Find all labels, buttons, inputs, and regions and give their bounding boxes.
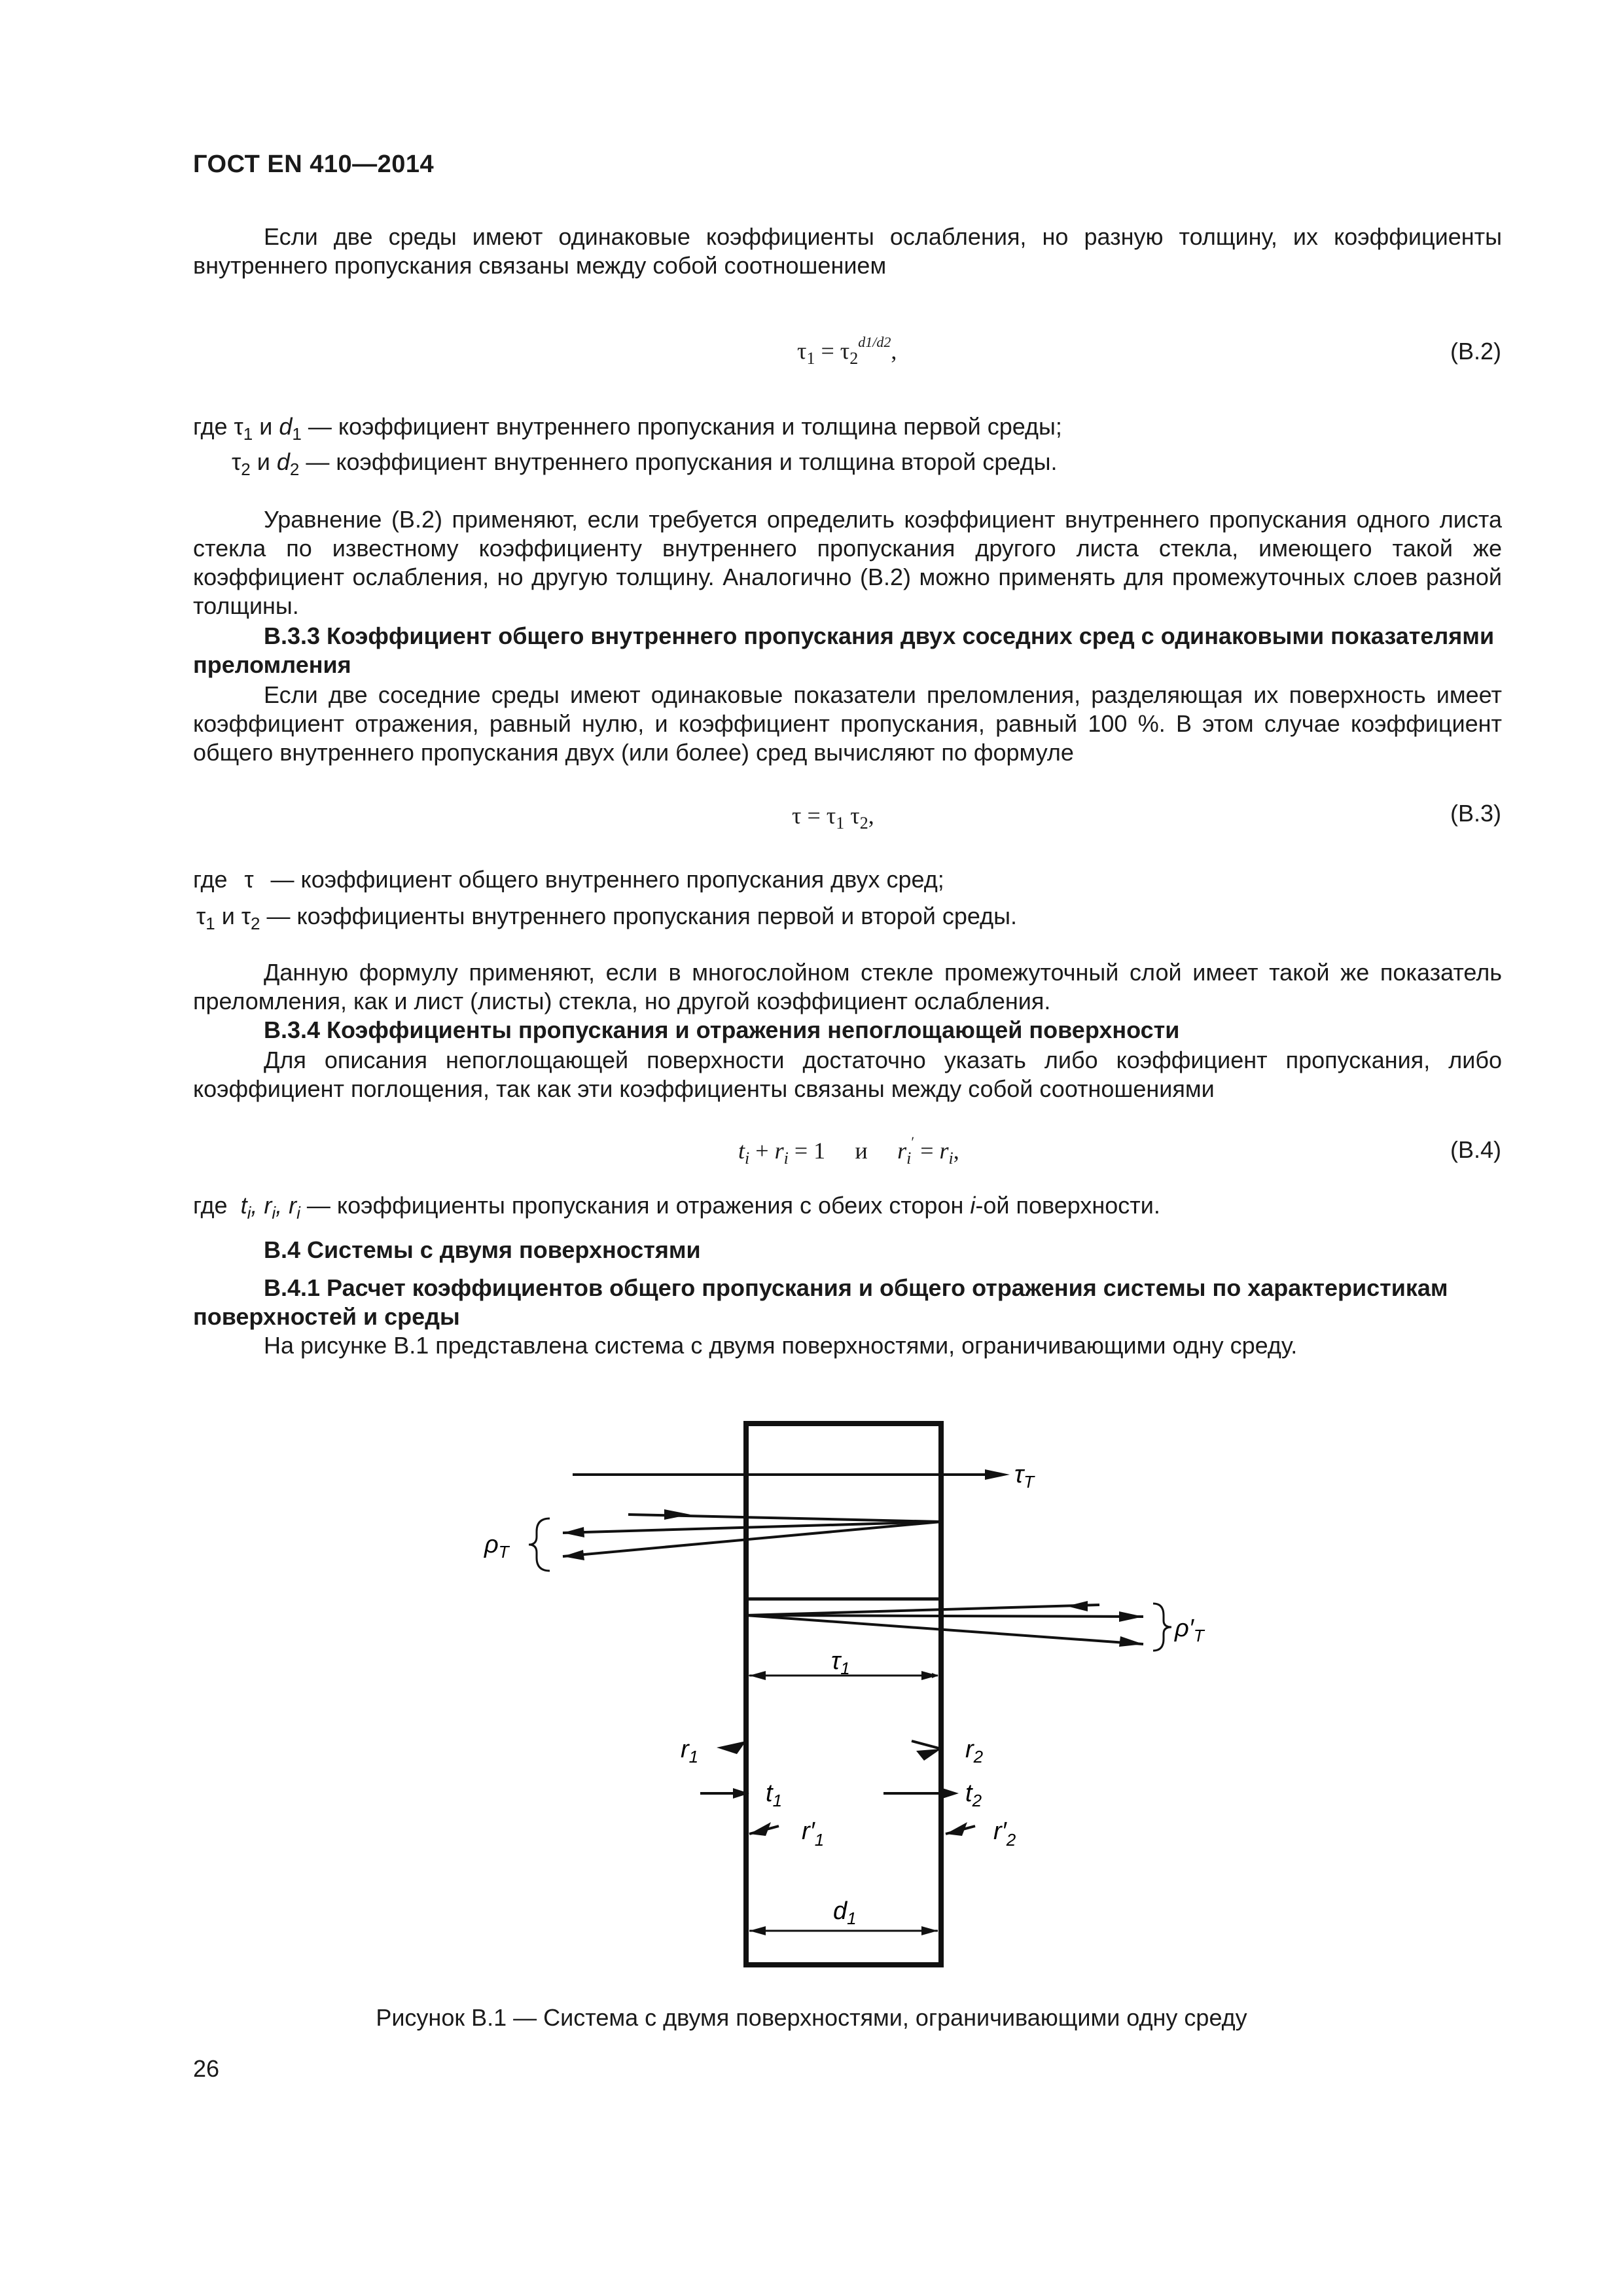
paragraph-nonabsorbing-surface: Для описания непоглощающей поверхности достаточно указать либо коэффициент пропускания, либо коэффициент поглощения, так как эти коэффициенты связаны между собой соотношениями <box>193 1047 1502 1102</box>
heading-b33: В.3.3 Коэффициент общего внутреннего пропускания двух соседних сред с одинаковыми показателями преломления <box>193 622 1495 678</box>
r1-prime-arrow <box>749 1822 771 1836</box>
r2-label: $r_2$ <box>965 1736 984 1767</box>
t1-label: $t_1$ <box>766 1780 783 1810</box>
equation-number-b3: (В.3) <box>1450 800 1501 827</box>
r2-prime-arrow <box>946 1822 967 1836</box>
equation-b4: $t_i + r_i = 1$ и $r_i' = r_i$, <box>738 1134 959 1168</box>
glass-medium-box <box>746 1424 941 1965</box>
figure-caption: Рисунок В.1 — Система с двумя поверхностями, ограничивающими одну среду <box>376 2004 1247 2031</box>
r2-prime-label: $r'_2$ <box>993 1818 1016 1850</box>
rho-t-brace <box>529 1518 550 1571</box>
tau-t-label: $\tau_T$ <box>1014 1461 1035 1492</box>
document-header: ГОСТ EN 410—2014 <box>193 151 435 178</box>
d1-label: $d_1$ <box>833 1897 857 1928</box>
where-clause-b3-line1: где τ — коэффициент общего внутреннего пропускания двух сред; <box>193 866 944 893</box>
paragraph-equal-refraction: Если две соседние среды имеют одинаковые показатели преломления, разделяющая их поверхность имеет коэффициент отражения, равный нулю, и коэффициент пропускания, равный 100 %. В этом случае коэффициент общего внутреннего пропускания двух (или более) сред вычисляют по формуле <box>193 681 1502 766</box>
incoming-arrowhead <box>664 1509 690 1520</box>
where-clause-b4: где $t_i$, $r_i$, $r_i$ — коэффициенты пропускания и отражения с обеих сторон i-ой поверхности. <box>193 1192 1160 1223</box>
heading-b34: В.3.4 Коэффициенты пропускания и отражения непоглощающей поверхности <box>264 1016 1180 1043</box>
equation-b2: $\tau_1 = \tau_2^{d1/d2}$, <box>797 334 897 368</box>
tau1-label: $\tau_1$ <box>831 1647 850 1678</box>
transmitted-arrowhead <box>985 1469 1010 1480</box>
rho-t-prime-brace <box>1153 1604 1171 1651</box>
paragraph-equation-b2-usage: Уравнение (В.2) применяют, если требуется определить коэффициент внутреннего пропускания одного листа стекла по известному коэффициенту внутреннего пропускания другого листа стекла, имеющего такой же коэффициент ослабления, но другую толщину. Аналогично (В.2) можно применять для промежуточных слоев разной толщины. <box>193 506 1502 619</box>
r1-prime-label: $r'_1$ <box>802 1818 825 1850</box>
rho-t-prime-label: $\rho'_T$ <box>1175 1615 1204 1645</box>
paragraph-figure-intro: На рисунке В.1 представлена система с двумя поверхностями, ограничивающими одну среду. <box>264 1332 1298 1359</box>
equation-number-b4: (В.4) <box>1450 1136 1501 1163</box>
r1-arrow <box>717 1741 746 1754</box>
figure-b1-diagram <box>458 1407 1257 1983</box>
r2-arrow <box>916 1749 941 1761</box>
equation-b3: $\tau = \tau_1$ $\tau_2$, <box>792 802 874 833</box>
rho-t-label: $\rho_T$ <box>484 1531 509 1562</box>
t2-arrow <box>942 1788 959 1799</box>
paragraph-formula-usage: Данную формулу применяют, если в многослойном стекле промежуточный слой имеет такой же показатель преломления, как и лист (листы) стекла, но другой коэффициент ослабления. <box>193 959 1502 1014</box>
where-clause-b2-line2: $\tau_2$ и $d_2$ — коэффициент внутреннего пропускания и толщина второй среды. <box>232 448 1058 479</box>
paragraph-thickness-relation: Если две среды имеют одинаковые коэффициенты ослабления, но разную толщину, их коэффициенты внутреннего пропускания связаны между собой соотношением <box>193 223 1502 279</box>
heading-b41: В.4.1 Расчет коэффициентов общего пропускания и общего отражения системы по характеристикам поверхностей и среды <box>193 1274 1448 1330</box>
page-number: 26 <box>193 2055 220 2082</box>
heading-b4: В.4 Системы с двумя поверхностями <box>264 1236 701 1263</box>
equation-number-b2: (В.2) <box>1450 338 1501 365</box>
t2-label: $t_2$ <box>965 1780 982 1810</box>
r1-label: $r_1$ <box>681 1736 699 1767</box>
where-clause-b3-line2: $\tau_1$ и $\tau_2$ — коэффициенты внутреннего пропускания первой и второй среды. <box>196 903 1017 933</box>
where-clause-b2-line1: где $\tau_1$ и $d_1$ — коэффициент внутреннего пропускания и толщина первой среды; <box>193 413 1062 444</box>
